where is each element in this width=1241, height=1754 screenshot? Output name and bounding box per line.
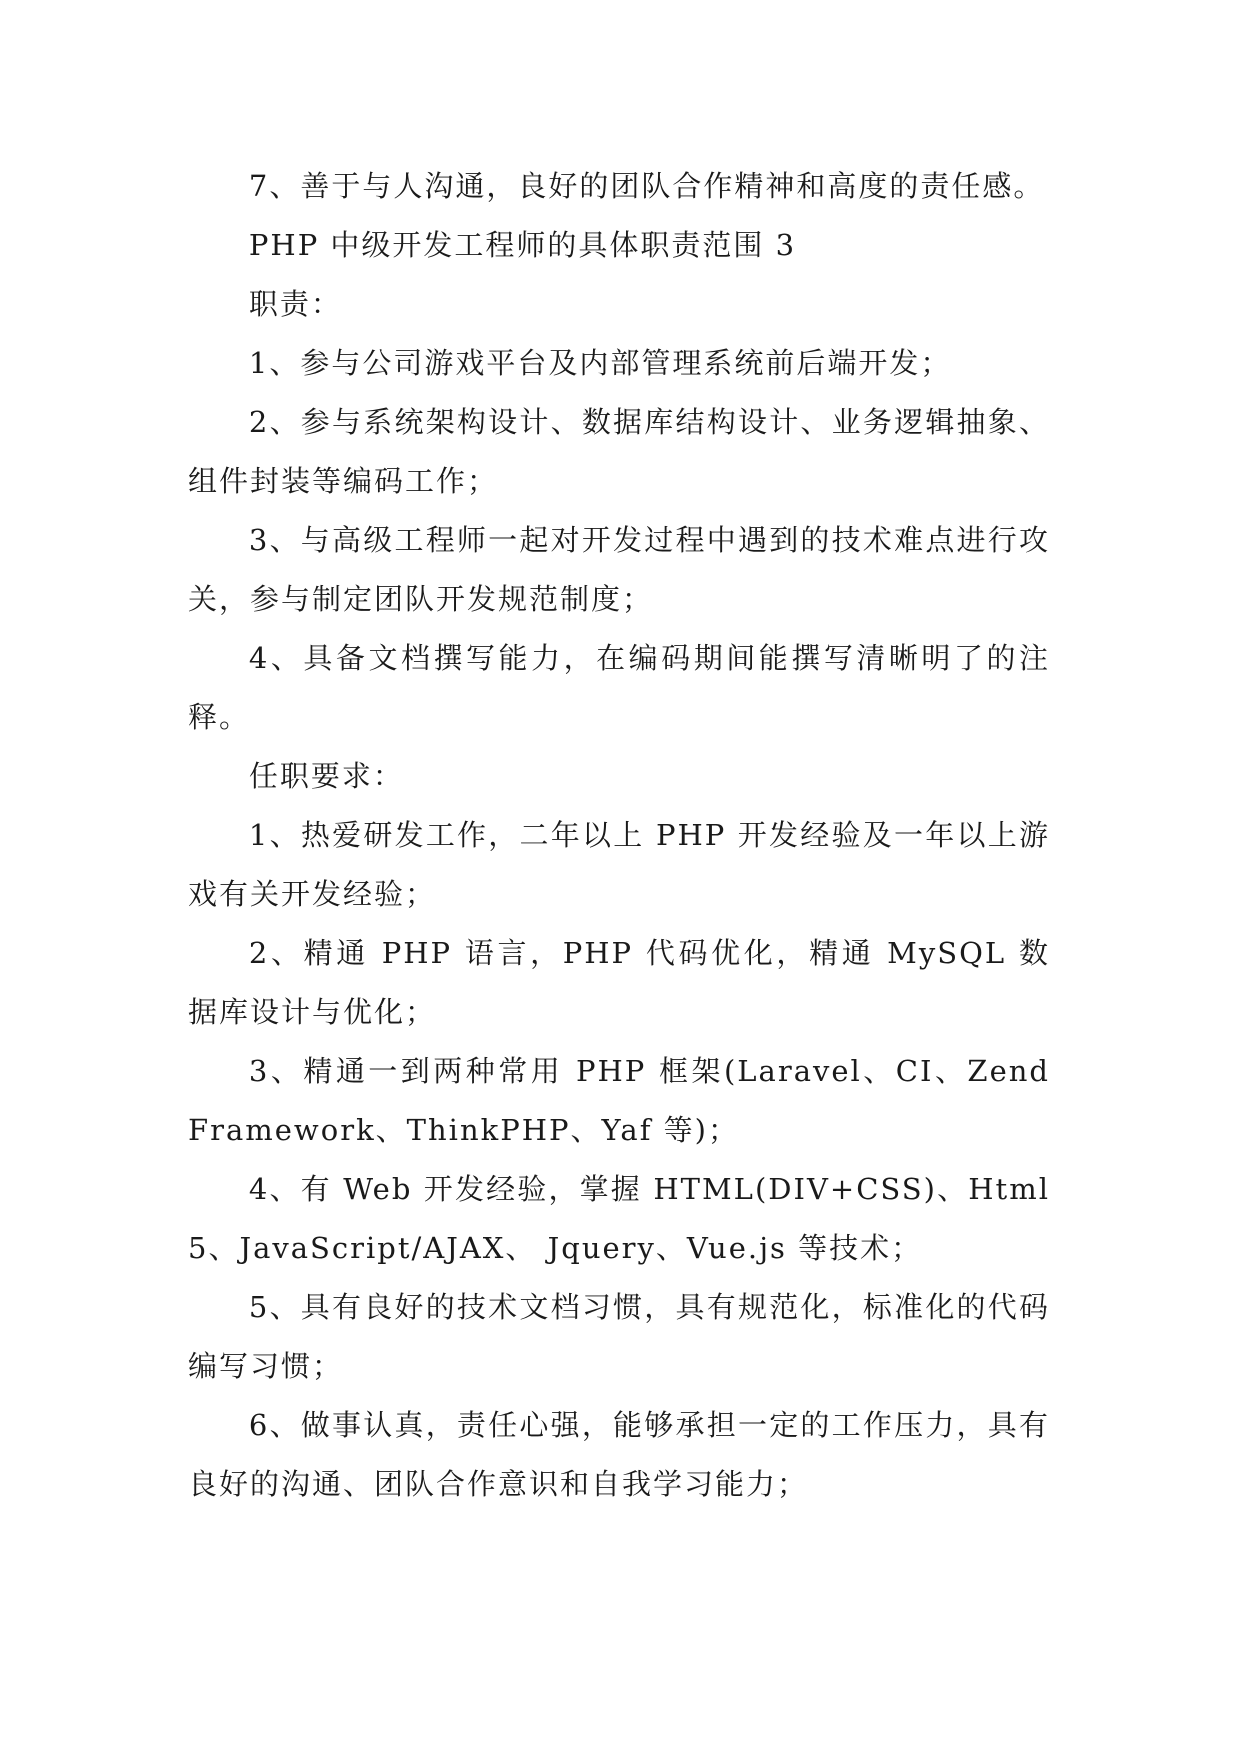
paragraph: 2、参与系统架构设计、数据库结构设计、业务逻辑抽象、组件封装等编码工作； xyxy=(188,405,1050,498)
paragraph: 7、善于与人沟通，良好的团队合作精神和高度的责任感。 xyxy=(248,169,1045,203)
document-body xyxy=(188,157,1050,1514)
section-heading: PHP 中级开发工程师的具体职责范围 3 xyxy=(248,228,797,262)
paragraph: 4、有 Web 开发经验，掌握 HTML(DIV+CSS)、Html5、JavaScript/AJAX、 Jquery、Vue.js 等技术； xyxy=(188,1172,1050,1265)
subheading-requirements: 任职要求： xyxy=(248,759,404,793)
paragraph: 5、具有良好的技术文档习惯，具有规范化，标准化的代码编写习惯； xyxy=(188,1290,1050,1383)
paragraph: 3、精通一到两种常用 PHP 框架(Laravel、CI、Zend Framework、ThinkPHP、Yaf 等)； xyxy=(188,1054,1050,1147)
paragraph: 4、具备文档撰写能力，在编码期间能撰写清晰明了的注释。 xyxy=(188,641,1050,734)
paragraph: 2、精通 PHP 语言，PHP 代码优化，精通 MySQL 数据库设计与优化； xyxy=(188,936,1050,1029)
paragraph: 1、热爱研发工作，二年以上 PHP 开发经验及一年以上游戏有关开发经验； xyxy=(188,818,1050,911)
paragraph: 1、参与公司游戏平台及内部管理系统前后端开发； xyxy=(248,346,952,380)
subheading-duties: 职责： xyxy=(248,287,342,321)
paragraph: 3、与高级工程师一起对开发过程中遇到的技术难点进行攻关，参与制定团队开发规范制度； xyxy=(188,523,1050,616)
paragraph: 6、做事认真，责任心强，能够承担一定的工作压力，具有良好的沟通、团队合作意识和自我学习能力； xyxy=(188,1408,1050,1501)
